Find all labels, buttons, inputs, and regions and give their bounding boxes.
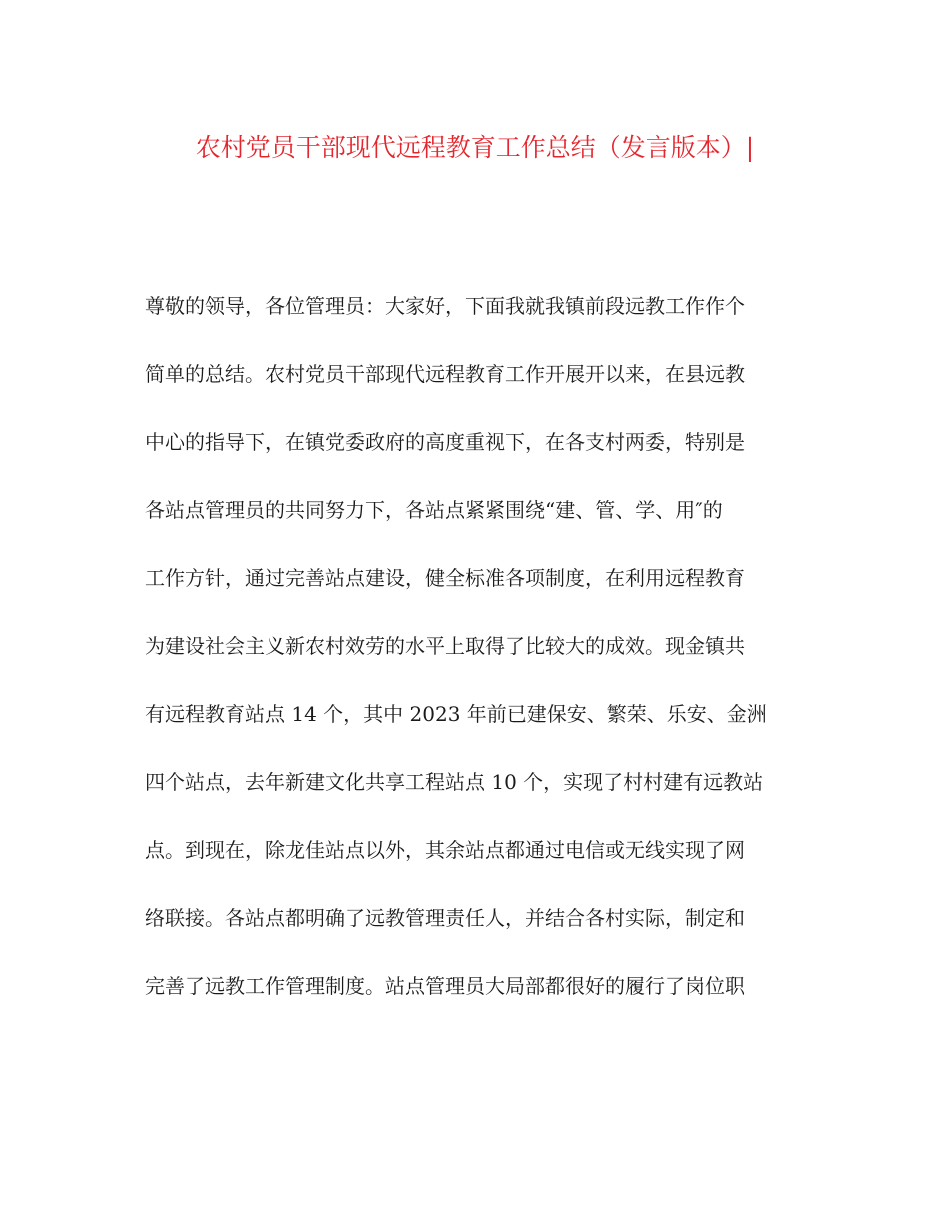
- body-line: 为建设社会主义新农村效劳的水平上取得了比较大的成效。现金镇共: [145, 634, 745, 658]
- body-line: 有远程教育站点 14 个，其中 2023 年前已建保安、繁荣、乐安、金洲: [145, 702, 767, 726]
- body-line: 络联接。各站点都明确了远教管理责任人，并结合各村实际，制定和: [145, 906, 745, 930]
- document-title: 农村党员干部现代远程教育工作总结（发言版本）|: [195, 133, 755, 162]
- body-line: 点。到现在，除龙佳站点以外，其余站点都通过电信或无线实现了网: [145, 838, 745, 862]
- body-line: 简单的总结。农村党员干部现代远程教育工作开展开以来，在县远教: [145, 362, 745, 386]
- body-line: 中心的指导下，在镇党委政府的高度重视下，在各支村两委，特别是: [145, 430, 745, 454]
- body-line: 完善了远教工作管理制度。站点管理员大局部都很好的履行了岗位职: [145, 974, 745, 998]
- body-line: 各站点管理员的共同努力下，各站点紧紧围绕“建、管、学、用″的: [145, 498, 723, 522]
- body-line: 尊敬的领导，各位管理员：大家好，下面我就我镇前段远教工作作个: [145, 294, 745, 318]
- document-body: [145, 286, 825, 1034]
- body-line: 四个站点，去年新建文化共享工程站点 10 个，实现了村村建有远教站: [145, 770, 764, 794]
- body-line: 工作方针，通过完善站点建设，健全标准各项制度，在利用远程教育: [145, 566, 745, 590]
